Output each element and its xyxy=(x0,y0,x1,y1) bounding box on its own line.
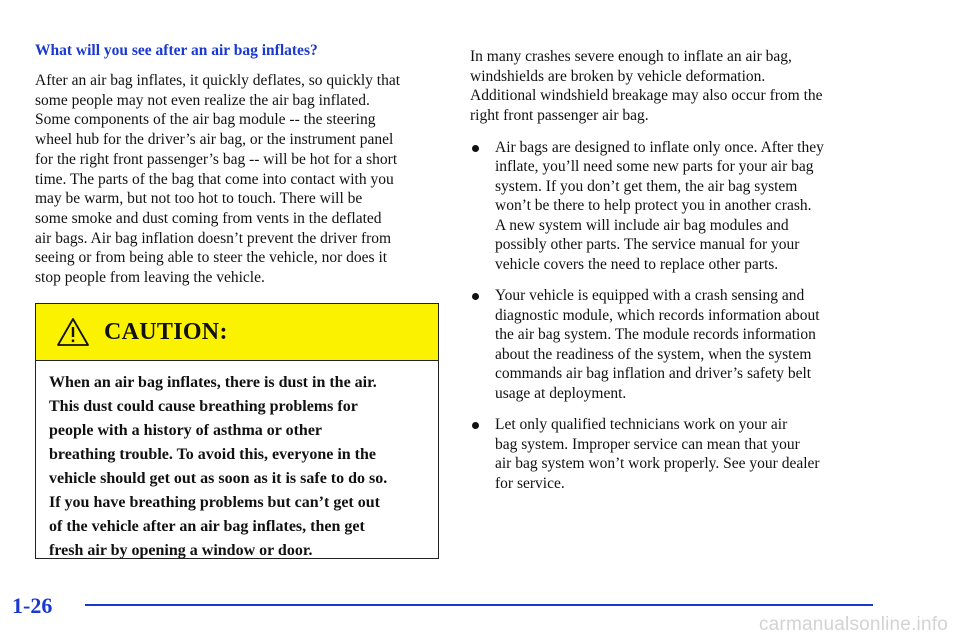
caution-title: CAUTION: xyxy=(104,318,228,345)
caution-header xyxy=(36,304,438,361)
bullet-line: bag system. Improper service can mean that your xyxy=(495,435,800,453)
right-intro xyxy=(470,47,885,126)
bullet-line: the air bag system. The module records information xyxy=(495,326,816,344)
bullet-line: about the readiness of the system, when the system xyxy=(495,345,812,363)
footer-divider xyxy=(85,604,873,606)
list-item xyxy=(470,415,885,493)
caution-line: of the vehicle after an air bag inflates, then get xyxy=(49,518,365,535)
paragraph-line: some people may not even realize the air bag inflated. xyxy=(35,91,370,109)
bullet-line: diagnostic module, which records information about xyxy=(495,306,820,324)
bullet-line: for service. xyxy=(495,474,565,492)
caution-line: When an air bag inflates, there is dust in the air. xyxy=(49,374,377,391)
bullet-line: commands air bag inflation and driver’s safety belt xyxy=(495,365,812,383)
paragraph-line: wheel hub for the driver’s air bag, or the instrument panel xyxy=(35,131,394,149)
bullet-line: A new system will include air bag modules and xyxy=(495,216,789,234)
left-paragraph xyxy=(35,71,440,288)
intro-line: Additional windshield breakage may also occur from the xyxy=(470,87,823,105)
paragraph-line: some smoke and dust coming from vents in the deflated xyxy=(35,209,382,227)
caution-box xyxy=(35,303,439,559)
paragraph-line: After an air bag inflates, it quickly deflates, so quickly that xyxy=(35,72,400,89)
left-column xyxy=(35,41,440,288)
paragraph-line: Some components of the air bag module -- the steering xyxy=(35,111,376,129)
warning-triangle-icon xyxy=(56,317,90,347)
bullet-line: Air bags are designed to inflate only once. After they xyxy=(495,138,824,156)
bullet-line: possibly other parts. The service manual for your xyxy=(495,236,800,254)
right-column xyxy=(470,47,885,505)
bullet-icon xyxy=(472,422,479,429)
paragraph-line: time. The parts of the bag that come into contact with you xyxy=(35,170,394,188)
caution-line: If you have breathing problems but can’t get out xyxy=(49,494,380,511)
paragraph-line: seeing or from being able to steer the vehicle, nor does it xyxy=(35,249,388,267)
intro-line: windshields are broken by vehicle deformation. xyxy=(470,67,766,85)
intro-line: right front passenger air bag. xyxy=(470,107,649,125)
caution-line: people with a history of asthma or other xyxy=(49,422,323,439)
intro-line: In many crashes severe enough to inflate an air bag, xyxy=(470,48,792,65)
watermark: carmanualsonline.info xyxy=(758,614,948,635)
bullet-line: inflate, you’ll need some new parts for your air bag xyxy=(495,158,814,176)
bullet-line: usage at deployment. xyxy=(495,384,627,402)
bullet-line: system. If you don’t get them, the air bag system xyxy=(495,177,798,195)
paragraph-line: may be warm, but not too hot to touch. There will be xyxy=(35,190,363,208)
bullet-list xyxy=(470,138,885,494)
bullet-line: won’t be there to help protect you in another crash. xyxy=(495,197,812,215)
caution-line: vehicle should get out as soon as it is safe to do so. xyxy=(49,470,388,487)
list-item xyxy=(470,138,885,275)
caution-line: fresh air by opening a window or door. xyxy=(49,542,313,559)
caution-body xyxy=(36,361,438,563)
caution-line: breathing trouble. To avoid this, everyone in the xyxy=(49,446,376,463)
section-heading: What will you see after an air bag inflates? xyxy=(35,42,318,59)
paragraph-line: stop people from leaving the vehicle. xyxy=(35,269,265,287)
bullet-icon xyxy=(472,293,479,300)
paragraph-line: for the right front passenger’s bag -- will be hot for a short xyxy=(35,150,398,168)
paragraph-line: air bags. Air bag inflation doesn’t prevent the driver from xyxy=(35,229,392,247)
bullet-line: air bag system won’t work properly. See your dealer xyxy=(495,455,820,473)
caution-line: This dust could cause breathing problems for xyxy=(49,398,358,415)
bullet-line: vehicle covers the need to replace other parts. xyxy=(495,255,779,273)
list-item xyxy=(470,286,885,403)
bullet-icon xyxy=(472,145,479,152)
bullet-line: Your vehicle is equipped with a crash sensing and xyxy=(495,287,805,305)
bullet-line: Let only qualified technicians work on your air xyxy=(495,416,788,434)
page-number: 1-26 xyxy=(12,593,53,618)
